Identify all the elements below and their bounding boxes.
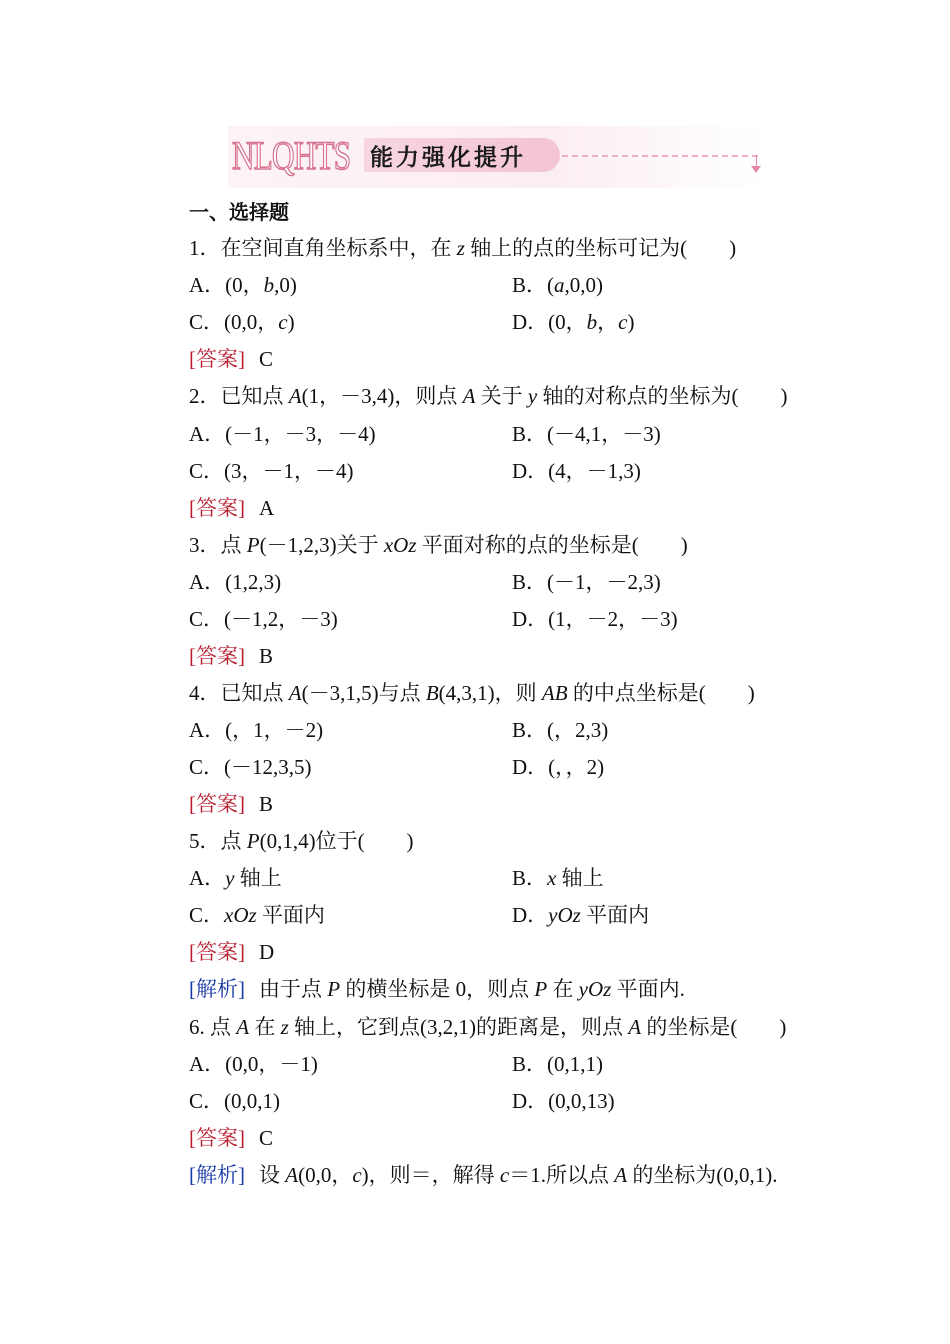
question-5-option-b: B．x 轴上 — [512, 866, 604, 890]
answer-tag: [答案] — [189, 940, 245, 964]
answer-tag: [答案] — [189, 496, 245, 520]
down-arrow-icon — [751, 166, 761, 173]
question-2-stem: 2．已知点 A(1，－3,4)，则点 A 关于 y 轴的对称点的坐标为( ) — [189, 384, 788, 408]
question-2-option-b: B．(－4,1，－3) — [512, 422, 661, 446]
question-1-option-a: A．(0，b,0) — [189, 273, 297, 297]
question-6-option-c: C．(0,0,1) — [189, 1089, 280, 1113]
question-6-option-b: B．(0,1,1) — [512, 1052, 603, 1076]
banner-title: 能力强化提升 — [370, 145, 526, 171]
question-3-option-c: C．(－1,2，－3) — [189, 607, 338, 631]
question-2-option-c: C．(3，－1，－4) — [189, 459, 354, 483]
analysis-tag: [解析] — [189, 977, 245, 1001]
answer-tag: [答案] — [189, 792, 245, 816]
question-5-option-a: A．y 轴上 — [189, 866, 282, 890]
question-6-stem: 6. 点 A 在 z 轴上，它到点(3,2,1)的距离是，则点 A 的坐标是( ) — [189, 1015, 787, 1039]
question-5-option-c: C．xOz 平面内 — [189, 903, 325, 927]
question-5-answer: [答案] D — [189, 940, 275, 964]
question-6-analysis: [解析] 设 A(0,0，c)，则＝，解得 c＝1.所以点 A 的坐标为(0,0,1). — [189, 1163, 778, 1187]
question-4-option-d: D．(，，2) — [512, 755, 605, 779]
section-banner — [228, 126, 766, 188]
question-6-option-d: D．(0,0,13) — [512, 1089, 615, 1113]
answer-tag: [答案] — [189, 347, 245, 371]
question-1-answer: [答案] C — [189, 347, 274, 371]
question-2-option-a: A．(－1，－3，－4) — [189, 422, 376, 446]
banner-brand: NLQHTS — [232, 133, 351, 178]
question-4-option-a: A．(，1，－2) — [189, 718, 324, 742]
question-3-stem: 3．点 P(－1,2,3)关于 xOz 平面对称的点的坐标是( ) — [189, 533, 688, 557]
question-6-option-a: A．(0,0，－1) — [189, 1052, 318, 1076]
question-3-option-b: B．(－1，－2,3) — [512, 570, 661, 594]
question-5-option-d: D．yOz 平面内 — [512, 903, 650, 927]
section-title: 一、选择题 — [189, 200, 289, 224]
question-1-option-d: D．(0，b，c) — [512, 310, 635, 334]
question-2-option-d: D．(4，－1,3) — [512, 459, 641, 483]
question-4-stem: 4．已知点 A(－3,1,5)与点 B(4,3,1)，则 AB 的中点坐标是( ) — [189, 681, 755, 705]
answer-tag: [答案] — [189, 1126, 245, 1150]
question-5-analysis: [解析] 由于点 P 的横坐标是 0，则点 P 在 yOz 平面内. — [189, 977, 685, 1001]
question-3-option-a: A．(1,2,3) — [189, 570, 282, 594]
question-3-option-d: D．(1，－2，－3) — [512, 607, 678, 631]
question-2-answer: [答案] A — [189, 496, 275, 520]
question-4-option-b: B．(，2,3) — [512, 718, 609, 742]
answer-tag: [答案] — [189, 644, 245, 668]
question-1-option-b: B．(a,0,0) — [512, 273, 603, 297]
question-3-answer: [答案] B — [189, 644, 274, 668]
question-4-answer: [答案] B — [189, 792, 274, 816]
banner-dashed-line — [562, 155, 758, 157]
question-1-option-c: C．(0,0，c) — [189, 310, 295, 334]
question-5-stem: 5．点 P(0,1,4)位于( ) — [189, 829, 414, 853]
question-4-option-c: C．(－12,3,5) — [189, 755, 312, 779]
question-1-stem: 1．在空间直角坐标系中，在 z 轴上的点的坐标可记为( ) — [189, 236, 737, 260]
question-6-answer: [答案] C — [189, 1126, 274, 1150]
analysis-tag: [解析] — [189, 1163, 245, 1187]
